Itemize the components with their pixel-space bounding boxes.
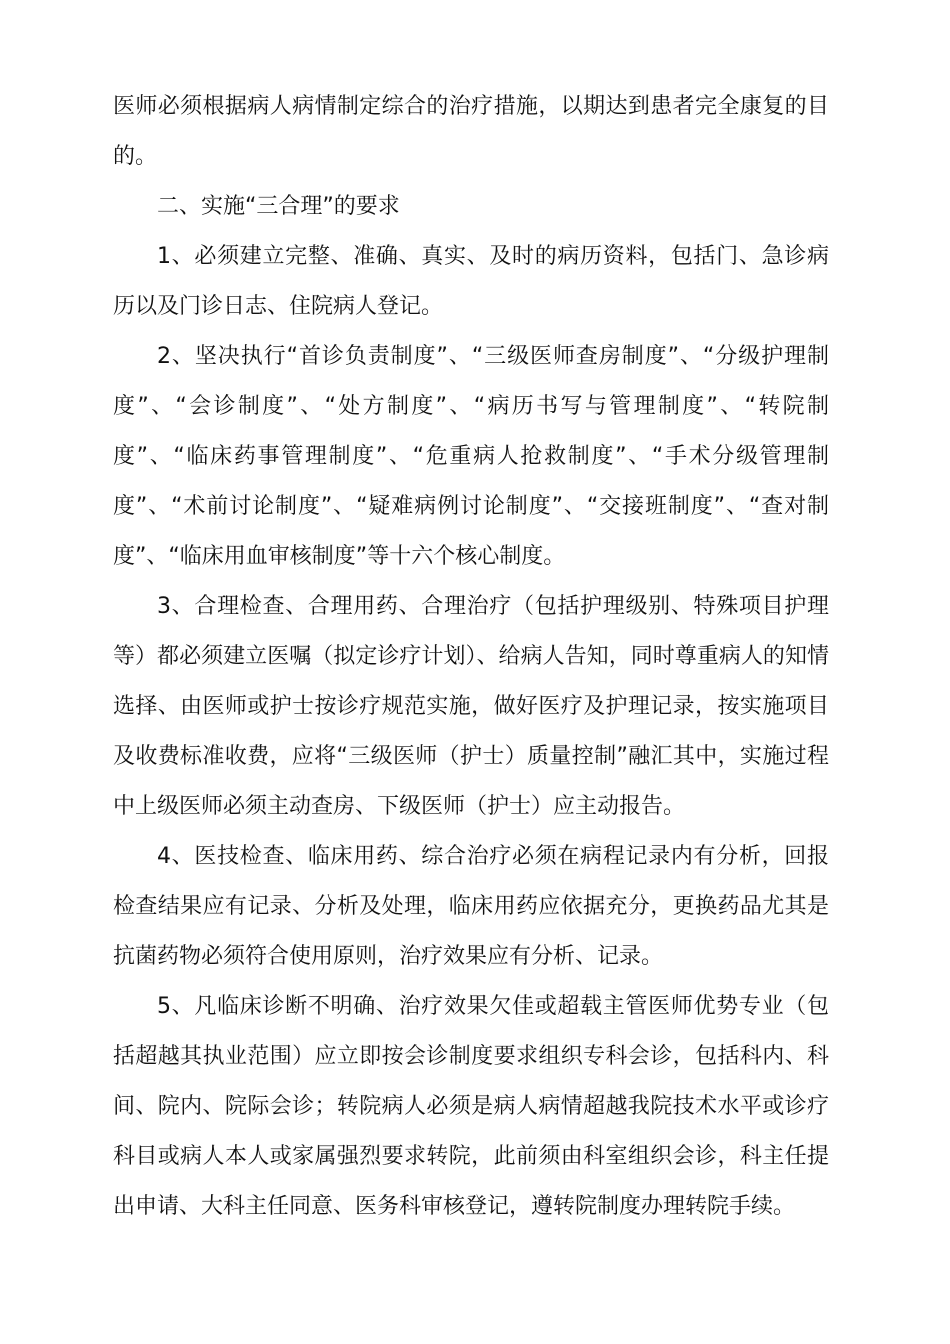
paragraph-item-4: 4、医技检查、临床用药、综合治疗必须在病程记录内有分析，回报检查结果应有记录、分析及处理，临床用药应依据充分，更换药品尤其是抗菌药物必须符合使用原则，治疗效果应有分析、记录。 xyxy=(113,844,829,969)
paragraph-continuation: 医师必须根据病人病情制定综合的治疗措施，以期达到患者完全康复的目的。 xyxy=(113,94,829,169)
paragraph-item-2: 2、坚决执行“首诊负责制度”、“三级医师查房制度”、“分级护理制度”、“会诊制度”、“处方制度”、“病历书写与管理制度”、“转院制度”、“临床药事管理制度”、“危重病人抢救制度”、“手术分级管理制度”、“术前讨论制度”、“疑难病例讨论制度”、“交接班制度”、“查对制度”、“临床用血审核制度”等十六个核心制度。 xyxy=(113,344,829,569)
section-heading: 二、实施“三合理”的要求 xyxy=(157,194,400,219)
document-body xyxy=(113,82,829,1232)
paragraph-item-1: 1、必须建立完整、准确、真实、及时的病历资料，包括门、急诊病历以及门诊日志、住院病人登记。 xyxy=(113,244,829,319)
paragraph-item-5: 5、凡临床诊断不明确、治疗效果欠佳或超载主管医师优势专业（包括超越其执业范围）应立即按会诊制度要求组织专科会诊，包括科内、科间、院内、院际会诊；转院病人必须是病人病情超越我院技术水平或诊疗科目或病人本人或家属强烈要求转院，此前须由科室组织会诊，科主任提出申请、大科主任同意、医务科审核登记，遵转院制度办理转院手续。 xyxy=(113,994,829,1219)
paragraph-item-3: 3、合理检查、合理用药、合理治疗（包括护理级别、特殊项目护理等）都必须建立医嘱（拟定诊疗计划）、给病人告知，同时尊重病人的知情选择、由医师或护士按诊疗规范实施，做好医疗及护理记录，按实施项目及收费标准收费，应将“三级医师（护士）质量控制”融汇其中，实施过程中上级医师必须主动查房、下级医师（护士）应主动报告。 xyxy=(113,594,829,819)
